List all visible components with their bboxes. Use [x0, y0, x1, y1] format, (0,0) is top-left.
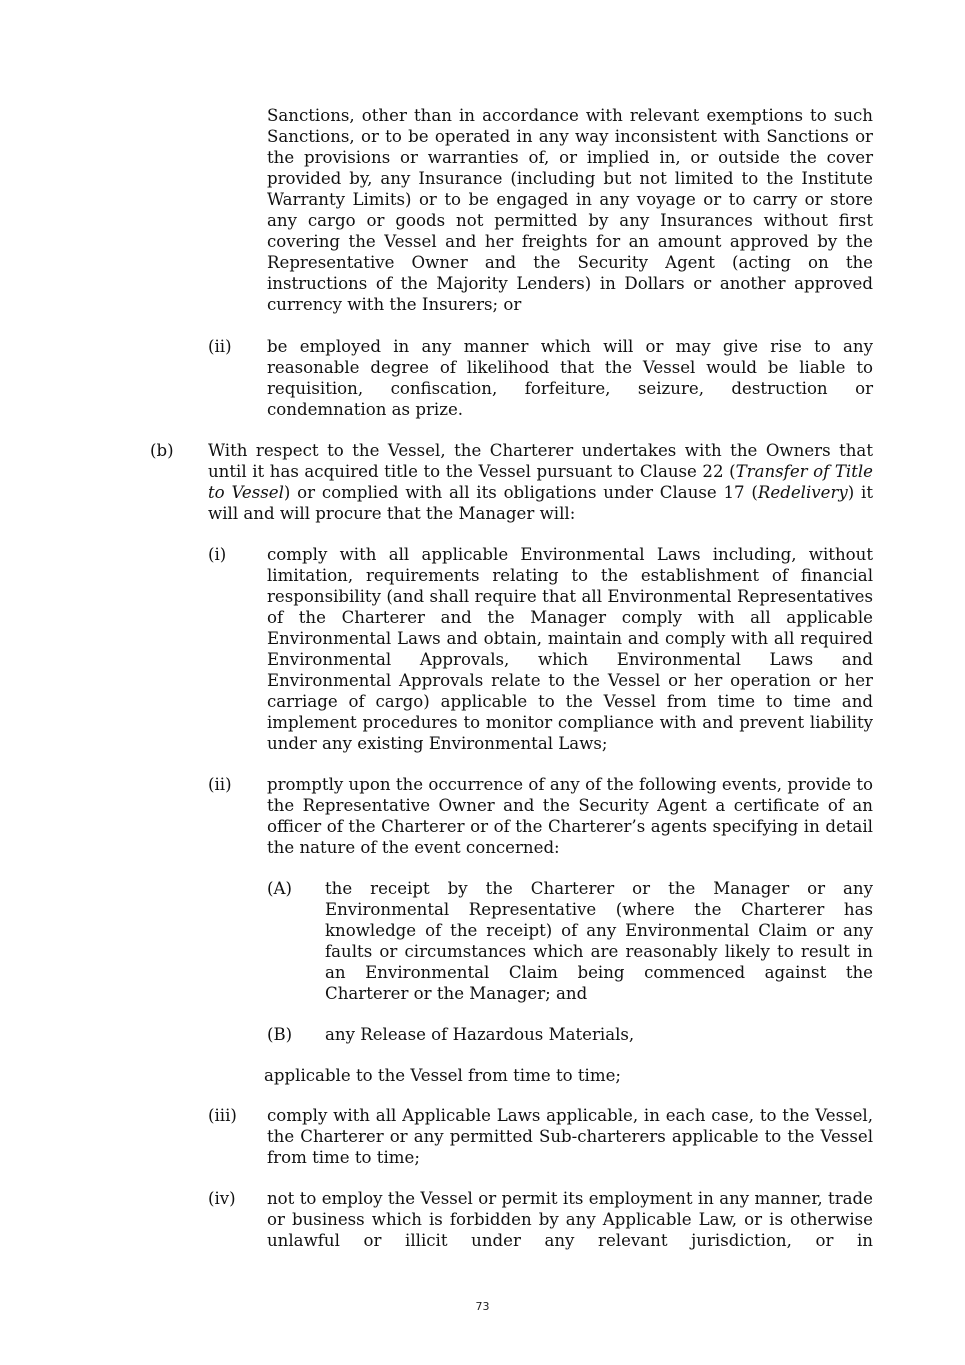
- clause-b-text-part-3: ) it will and will procure that the Manager will:: [208, 483, 874, 523]
- clause-b-ii-tail-text: applicable to the Vessel from time to time;: [264, 1066, 621, 1085]
- clause-a-ii-text: be employed in any manner which will or may give rise to any reasonable degree of likelihood that the Vessel would be liable to requisition, confiscation, forfeiture, seizure, destruction or condemnation as prize.: [267, 337, 873, 419]
- clause-b-ii-label: (ii): [208, 775, 232, 794]
- clause-b-ii-B-text: any Release of Hazardous Materials,: [325, 1025, 635, 1044]
- clause-b-text: [208, 440, 873, 524]
- page-number: 73: [475, 1300, 490, 1313]
- clause-b-iii-label: (iii): [208, 1106, 237, 1125]
- clause-b-i-label: (i): [208, 545, 227, 564]
- clause-a-ii-label: (ii): [208, 337, 232, 356]
- clause-b-ii-text: promptly upon the occurrence of any of the following events, provide to the Representative Owner and the Security Agent a certificate of an officer of the Charterer or of the Charterer’s agents specifying in detail the nature of the event concerned:: [267, 775, 873, 857]
- clause-b-text-part-1: With respect to the Vessel, the Charterer undertakes with the Owners that until it has acquired title to the Vessel pursuant to Clause 22 (: [208, 441, 873, 481]
- clause-b-ii-B-label: (B): [267, 1025, 293, 1044]
- clause-b-iv-text: not to employ the Vessel or permit its employment in any manner, trade or business which is forbidden by any Applicable Law, or is otherwise unlawful or illicit under any relevant jurisdiction, or in: [267, 1189, 873, 1250]
- clause-b-iii-text: comply with all Applicable Laws applicable, in each case, to the Vessel, the Charterer or any permitted Sub-charterers applicable to the Vessel from time to time;: [267, 1106, 873, 1167]
- clause-b-i-text: comply with all applicable Environmental Laws including, without limitation, requirements relating to the establishment of financial responsibility (and shall require that all Environmental Representatives of the Charterer and the Manager comply with all applicable Environmental Laws and obtain, maintain and comply with all required Environmental Approvals, which Environmental Laws and Environmental Approvals relate to the Vessel or her operation or her carriage of cargo) applicable to the Vessel from time to time and implement procedures to monitor compliance with and prevent liability under any existing Environmental Laws;: [267, 545, 873, 753]
- clause-22-title: Transfer of Title to Vessel: [208, 462, 873, 502]
- clause-b-ii-A-text: the receipt by the Charterer or the Manager or any Environmental Representative (where the Charterer has knowledge of the receipt) of any Environmental Claim or any faults or circumstances which are reasonably likely to result in an Environmental Claim being commenced against the Charterer or the Manager; and: [325, 879, 873, 1003]
- clause-b-ii-A-label: (A): [267, 879, 292, 898]
- clause-b-text-part-2: ) or complied with all its obligations under Clause 17 (: [283, 483, 758, 502]
- continued-paragraph: Sanctions, other than in accordance with relevant exemptions to such Sanctions, or to be operated in any way inconsistent with Sanctions or the provisions or warranties of, or implied in, or outside the cover provided by, any Insurance (including but not limited to the Institute Warranty Limits) or to be engaged in any voyage or to carry or store any cargo or goods not permitted by any Insurances without first covering the Vessel and her freights for an amount approved by the Representative Owner and the Security Agent (acting on the instructions of the Majority Lenders) in Dollars or another approved currency with the Insurers; or: [267, 106, 873, 314]
- clause-b-iv-label: (iv): [208, 1189, 236, 1208]
- clause-17-title: Redelivery: [757, 483, 848, 502]
- clause-b-label: (b): [150, 441, 174, 460]
